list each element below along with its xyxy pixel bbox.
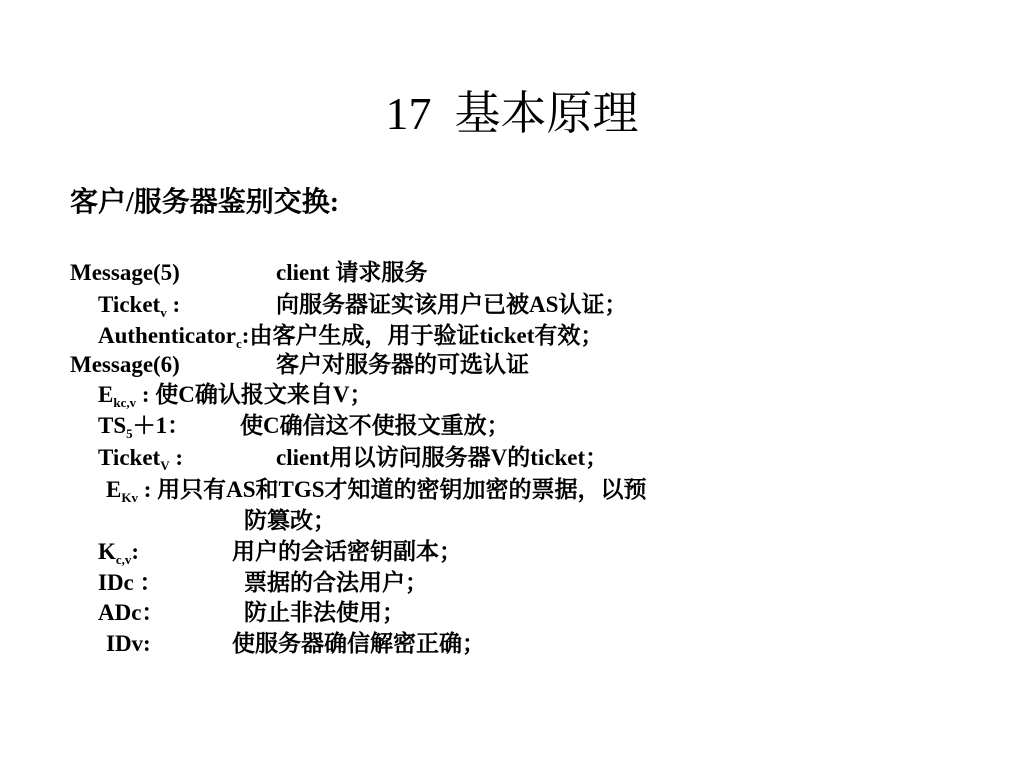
k-cv-desc: 用户的会话密钥副本； xyxy=(232,539,462,564)
k-cv-term: $K_{c,v}$: xyxy=(98,539,140,567)
ticket-v-term: Ticket$_v$ : xyxy=(98,292,181,320)
e-kcv-term: $E_{kc,v}$ : 使C确认报文来自V； xyxy=(98,382,373,410)
e-kv-term: $E_{Kv}$ : 用只有AS和TGS才知道的密钥加密的票据，以预 xyxy=(106,477,647,505)
e-kv-desc-continued: 防篡改； xyxy=(244,508,336,533)
message6-label: Message(6) xyxy=(70,352,180,377)
adc-term: ADc： xyxy=(98,600,165,625)
message6-desc: 客户对服务器的可选认证 xyxy=(276,352,529,377)
idv-term: IDv: xyxy=(106,631,151,656)
ts5-desc: 使C确信这不使报文重放； xyxy=(240,413,510,438)
e-kv-desc: : 用只有AS和TGS才知道的密钥加密的票据，以预 xyxy=(137,477,647,502)
e-kcv-desc: : 使C确认报文来自V； xyxy=(136,382,373,407)
idc-term: IDc ： xyxy=(98,570,163,595)
ts5-term: $TS_5+1$： xyxy=(98,413,191,441)
ticket-V-term: Ticket$_V$ : xyxy=(98,445,183,473)
ticket-v-desc: 向服务器证实该用户已被AS认证； xyxy=(276,292,628,317)
authenticator-desc: 由客户生成，用于验证ticket有效； xyxy=(249,323,604,348)
message5-desc: client 请求服务 xyxy=(276,260,428,285)
ticket-V-desc: client用以访问服务器V的ticket； xyxy=(276,445,609,470)
message5-label: Message(5) xyxy=(70,260,180,285)
authenticator-term: Authenticator$_c$:由客户生成，用于验证ticket有效； xyxy=(98,323,604,351)
idv-desc: 使服务器确信解密正确； xyxy=(232,631,485,656)
adc-desc: 防止非法使用； xyxy=(244,600,405,625)
idc-desc: 票据的合法用户； xyxy=(244,570,428,595)
slide-title: 17 基本原理 xyxy=(385,88,639,139)
section-heading: 客户/服务器鉴别交换: xyxy=(70,187,340,218)
